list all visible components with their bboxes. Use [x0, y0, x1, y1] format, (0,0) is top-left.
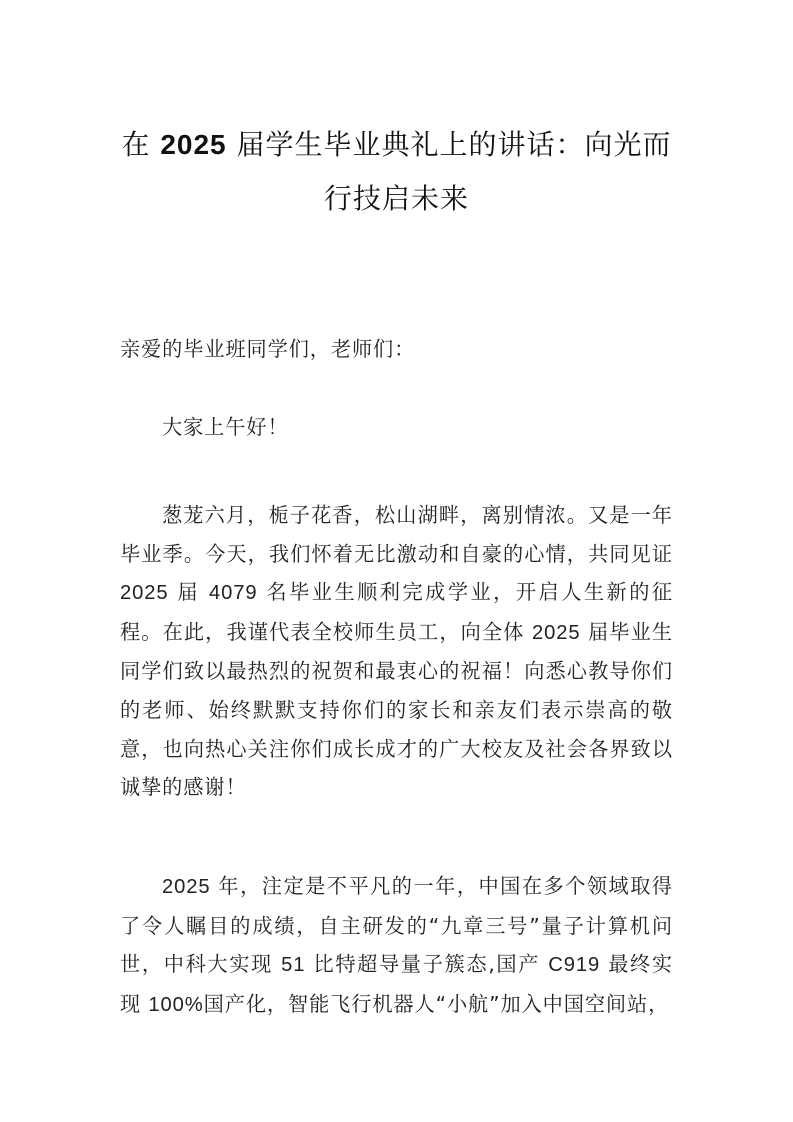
salutation: 亲爱的毕业班同学们，老师们：: [120, 337, 416, 361]
para1-text-b: 届: [168, 580, 209, 605]
title-suffix: 届学生毕业典礼上的讲话：向光而: [226, 128, 672, 161]
para2-text-c: 最终实现: [120, 952, 674, 1016]
para1-text-c: 名毕业生顺利完成学业，开启人生新的征程。在此，我谨代表全校师生员工，向全体: [120, 580, 673, 644]
para2-text-d: 国产化，智能飞行机器人“小航”加入中国空间站，: [203, 991, 670, 1016]
para2-aircraft: C919: [548, 954, 601, 977]
para2-text-b: 比特超导量子簇态,国产: [305, 952, 549, 977]
para2-year: 2025: [162, 876, 211, 898]
para1-graduate-count: 4079: [209, 582, 258, 605]
title-prefix: 在: [121, 128, 161, 161]
paragraph-1: [120, 496, 673, 807]
para2-text-a: 年，注定是不平凡的一年，中国在多个领域取得了令人瞩目的成绩，自主研发的“九章三号”量子计算机问世，中科大实现: [120, 874, 673, 977]
para2-qubits: 51: [281, 954, 306, 977]
paragraph-2: [120, 867, 673, 1024]
title-line2: 行技启未来: [323, 182, 469, 215]
para1-year: 2025: [120, 582, 169, 605]
para1-text-a: 葱茏六月，栀子花香，松山湖畔，离别情浓。又是一年毕业季。今天，我们怀着无比激动和自豪的心情，共同见证: [120, 503, 673, 566]
para2-percent: 100%: [148, 993, 204, 1016]
greeting: 大家上午好！: [162, 415, 289, 439]
title-year: 2025: [160, 129, 227, 160]
document-title: [110, 118, 683, 226]
para1-year-2: 2025: [532, 621, 581, 644]
para1-text-d: 届毕业生同学们致以最热烈的祝贺和最衷心的祝福！向悉心教导你们的老师、始终默默支持你们的家长和亲友们表示崇高的敬意，也向热心关注你们成长成才的广大校友及社会各界致以诚挚的感谢！: [120, 619, 674, 800]
